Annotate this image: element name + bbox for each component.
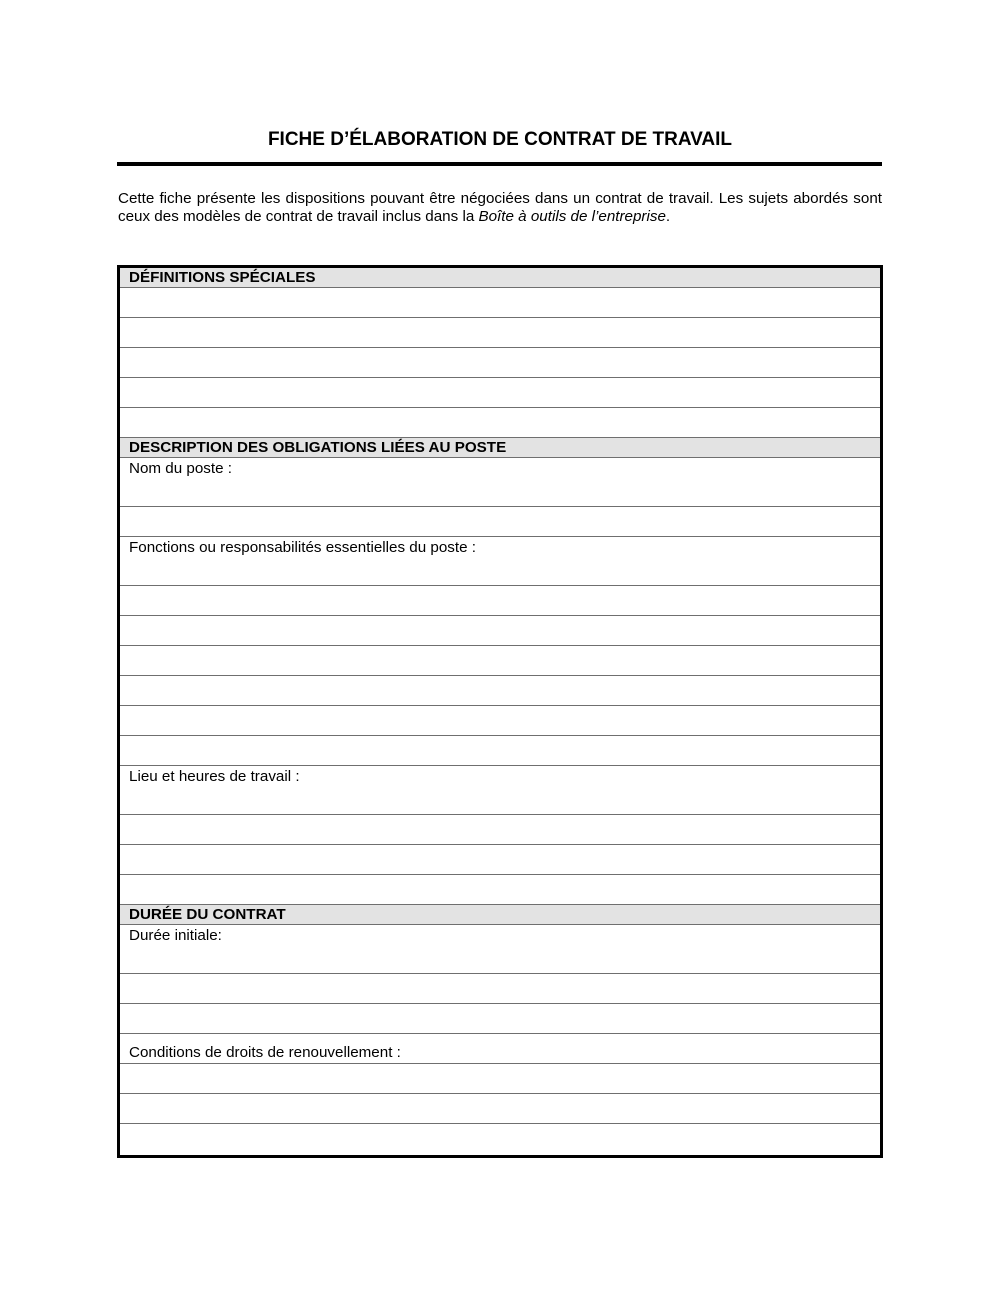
blank-line-field[interactable]: [120, 616, 880, 646]
field-label: Lieu et heures de travail :: [129, 768, 300, 785]
intro-paragraph: [118, 190, 882, 226]
blank-line-field[interactable]: [120, 288, 880, 318]
field-renewal-conditions[interactable]: [120, 1034, 880, 1064]
blank-line-field[interactable]: [120, 845, 880, 875]
section-heading: DÉFINITIONS SPÉCIALES: [129, 269, 316, 286]
field-work-location-hours[interactable]: [120, 766, 880, 815]
field-label: Nom du poste :: [129, 460, 232, 477]
blank-line-field[interactable]: [120, 1094, 880, 1124]
blank-line-field[interactable]: [120, 815, 880, 845]
blank-line-field[interactable]: [120, 676, 880, 706]
blank-line-field[interactable]: [120, 1064, 880, 1094]
blank-line-field[interactable]: [120, 507, 880, 537]
blank-line-field[interactable]: [120, 318, 880, 348]
section-header-job-obligations: [120, 438, 880, 458]
section-header-contract-duration: [120, 905, 880, 925]
intro-text-end: .: [665, 208, 671, 225]
blank-line-field[interactable]: [120, 1004, 880, 1034]
blank-line-field[interactable]: [120, 586, 880, 616]
title-rule: [117, 162, 882, 166]
blank-line-field[interactable]: [120, 378, 880, 408]
section-heading: DESCRIPTION DES OBLIGATIONS LIÉES AU POSTE: [129, 439, 507, 456]
field-essential-duties[interactable]: [120, 537, 880, 586]
blank-line-field[interactable]: [120, 646, 880, 676]
section-heading: DURÉE DU CONTRAT: [129, 906, 286, 923]
blank-line-field[interactable]: [120, 706, 880, 736]
field-job-title[interactable]: [120, 458, 880, 507]
intro-italic-text: Boîte à outils de l’entreprise: [478, 208, 666, 225]
blank-line-field[interactable]: [120, 408, 880, 438]
section-header-definitions: [120, 268, 880, 288]
intro-text: Cette fiche présente les dispositions pouvant être négociées dans un contrat de travail. Les sujets abordés sont ceux des modèles de contrat de travail inclus dans la: [118, 190, 882, 225]
field-label: Durée initiale:: [129, 927, 222, 944]
field-initial-duration[interactable]: [120, 925, 880, 974]
contract-form-table: [117, 265, 883, 1158]
document-title: FICHE D’ÉLABORATION DE CONTRAT DE TRAVAIL: [267, 129, 733, 150]
blank-line-field[interactable]: [120, 875, 880, 905]
blank-line-field[interactable]: [120, 1124, 880, 1155]
blank-line-field[interactable]: [120, 348, 880, 378]
field-label: Fonctions ou responsabilités essentielles du poste :: [129, 539, 476, 556]
field-label: Conditions de droits de renouvellement :: [129, 1044, 401, 1061]
blank-line-field[interactable]: [120, 736, 880, 766]
blank-line-field[interactable]: [120, 974, 880, 1004]
